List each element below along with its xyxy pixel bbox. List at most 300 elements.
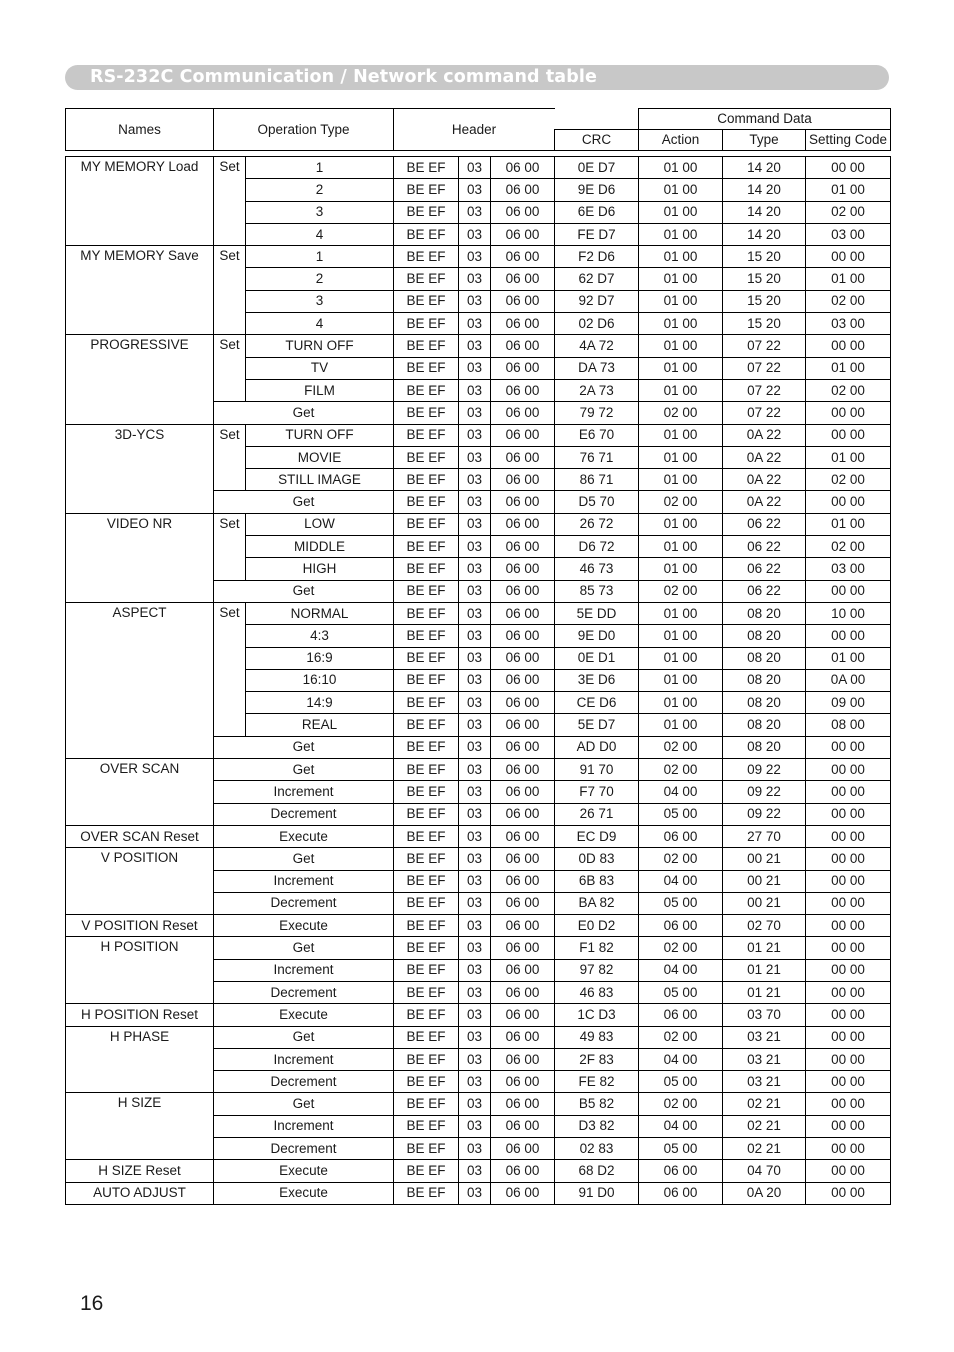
setting-code-cell: 00 00	[806, 803, 891, 825]
table-row	[66, 246, 891, 268]
header-byte-cell: 03	[459, 759, 491, 781]
header-byte-cell: 06 00	[491, 446, 555, 468]
header-byte-cell: 06 00	[491, 602, 555, 624]
action-cell: 02 00	[639, 848, 723, 870]
table-row	[66, 157, 891, 179]
setting-code-cell: 00 00	[806, 825, 891, 847]
setting-code-cell: 08 00	[806, 714, 891, 736]
crc-cell: 49 83	[555, 1026, 639, 1048]
table-row	[66, 602, 891, 624]
operation-cell: 16:10	[246, 669, 394, 691]
table-row	[66, 1004, 891, 1026]
type-cell: 08 20	[723, 625, 806, 647]
action-cell: 01 00	[639, 268, 723, 290]
header-byte-cell: 06 00	[491, 1048, 555, 1070]
type-cell: 07 22	[723, 357, 806, 379]
crc-cell: 4A 72	[555, 335, 639, 357]
header-byte-cell: 06 00	[491, 714, 555, 736]
header-byte-cell: 06 00	[491, 469, 555, 491]
action-cell: 01 00	[639, 223, 723, 245]
crc-cell: 0D 83	[555, 848, 639, 870]
table-row	[66, 825, 891, 847]
operation-cell: Get	[214, 759, 394, 781]
crc-cell: 76 71	[555, 446, 639, 468]
setting-code-cell: 00 00	[806, 1093, 891, 1115]
header-byte-cell: 06 00	[491, 379, 555, 401]
crc-cell: 2F 83	[555, 1048, 639, 1070]
operation-cell: 4	[246, 223, 394, 245]
header-byte-cell: BE EF	[394, 268, 459, 290]
setting-code-cell: 00 00	[806, 1138, 891, 1160]
crc-cell: 97 82	[555, 959, 639, 981]
header-byte-cell: 03	[459, 446, 491, 468]
crc-cell: 92 D7	[555, 290, 639, 312]
crc-cell: CE D6	[555, 692, 639, 714]
row-name: 3D-YCS	[66, 424, 214, 513]
header-byte-cell: 06 00	[491, 491, 555, 513]
type-cell: 09 22	[723, 803, 806, 825]
operation-cell: Increment	[214, 870, 394, 892]
action-cell: 02 00	[639, 491, 723, 513]
set-label: Set	[214, 424, 246, 491]
header-byte-cell: 03	[459, 937, 491, 959]
header-byte-cell: 03	[459, 981, 491, 1003]
header-byte-cell: 03	[459, 692, 491, 714]
operation-cell: 4:3	[246, 625, 394, 647]
header-byte-cell: 03	[459, 1048, 491, 1070]
type-cell: 04 70	[723, 1160, 806, 1182]
operation-cell: FILM	[246, 379, 394, 401]
header-byte-cell: BE EF	[394, 736, 459, 758]
setting-code-cell: 01 00	[806, 357, 891, 379]
header-blank	[555, 109, 639, 130]
crc-cell: D5 70	[555, 491, 639, 513]
header-byte-cell: 06 00	[491, 580, 555, 602]
crc-cell: FE 82	[555, 1071, 639, 1093]
header-byte-cell: 03	[459, 669, 491, 691]
action-cell: 01 00	[639, 313, 723, 335]
action-cell: 01 00	[639, 669, 723, 691]
action-cell: 02 00	[639, 736, 723, 758]
header-byte-cell: BE EF	[394, 1093, 459, 1115]
type-cell: 02 21	[723, 1093, 806, 1115]
header-byte-cell: BE EF	[394, 1138, 459, 1160]
header-byte-cell: BE EF	[394, 313, 459, 335]
action-cell: 02 00	[639, 1026, 723, 1048]
table-row	[66, 335, 891, 357]
set-label: Set	[214, 513, 246, 580]
operation-cell: 2	[246, 268, 394, 290]
crc-cell: 9E D0	[555, 625, 639, 647]
action-cell: 05 00	[639, 803, 723, 825]
setting-code-cell: 00 00	[806, 1160, 891, 1182]
setting-code-cell: 00 00	[806, 1115, 891, 1137]
header-byte-cell: BE EF	[394, 692, 459, 714]
operation-cell: Execute	[214, 1182, 394, 1204]
header-byte-cell: BE EF	[394, 1004, 459, 1026]
header-byte-cell: 06 00	[491, 937, 555, 959]
header-byte-cell: 03	[459, 1004, 491, 1026]
operation-cell: REAL	[246, 714, 394, 736]
action-cell: 01 00	[639, 469, 723, 491]
action-cell: 05 00	[639, 981, 723, 1003]
row-name: ASPECT	[66, 602, 214, 758]
action-cell: 02 00	[639, 759, 723, 781]
header-byte-cell: 03	[459, 335, 491, 357]
crc-cell: 91 D0	[555, 1182, 639, 1204]
header-byte-cell: 03	[459, 513, 491, 535]
type-cell: 09 22	[723, 759, 806, 781]
header-byte-cell: 06 00	[491, 669, 555, 691]
header-byte-cell: BE EF	[394, 625, 459, 647]
header-byte-cell: 03	[459, 848, 491, 870]
row-name: OVER SCAN	[66, 759, 214, 826]
crc-cell: DA 73	[555, 357, 639, 379]
operation-cell: Get	[214, 848, 394, 870]
header-byte-cell: 06 00	[491, 1026, 555, 1048]
type-cell: 0A 22	[723, 469, 806, 491]
action-cell: 01 00	[639, 201, 723, 223]
header-byte-cell: 06 00	[491, 1004, 555, 1026]
crc-cell: E0 D2	[555, 915, 639, 937]
header-byte-cell: BE EF	[394, 848, 459, 870]
operation-cell: Decrement	[214, 1138, 394, 1160]
set-label: Set	[214, 246, 246, 335]
type-cell: 15 20	[723, 246, 806, 268]
header-byte-cell: 06 00	[491, 892, 555, 914]
setting-code-cell: 00 00	[806, 981, 891, 1003]
operation-cell: Decrement	[214, 981, 394, 1003]
table-row	[66, 759, 891, 781]
header-byte-cell: 06 00	[491, 870, 555, 892]
type-cell: 0A 22	[723, 446, 806, 468]
type-cell: 00 21	[723, 892, 806, 914]
type-cell: 02 21	[723, 1138, 806, 1160]
header-byte-cell: BE EF	[394, 981, 459, 1003]
header-crc: CRC	[555, 130, 639, 151]
header-byte-cell: BE EF	[394, 335, 459, 357]
header-byte-cell: 06 00	[491, 558, 555, 580]
header-byte-cell: BE EF	[394, 246, 459, 268]
type-cell: 03 21	[723, 1071, 806, 1093]
header-byte-cell: 06 00	[491, 825, 555, 847]
header-byte-cell: 03	[459, 870, 491, 892]
action-cell: 01 00	[639, 290, 723, 312]
type-cell: 15 20	[723, 290, 806, 312]
header-byte-cell: 03	[459, 246, 491, 268]
setting-code-cell: 03 00	[806, 558, 891, 580]
header-byte-cell: 03	[459, 268, 491, 290]
setting-code-cell: 00 00	[806, 157, 891, 179]
setting-code-cell: 00 00	[806, 424, 891, 446]
header-byte-cell: BE EF	[394, 1182, 459, 1204]
setting-code-cell: 00 00	[806, 491, 891, 513]
setting-code-cell: 01 00	[806, 647, 891, 669]
operation-cell: HIGH	[246, 558, 394, 580]
header-byte-cell: 06 00	[491, 981, 555, 1003]
operation-cell: Increment	[214, 1048, 394, 1070]
type-cell: 08 20	[723, 736, 806, 758]
setting-code-cell: 00 00	[806, 1048, 891, 1070]
setting-code-cell: 10 00	[806, 602, 891, 624]
crc-cell: 5E DD	[555, 602, 639, 624]
crc-cell: 02 D6	[555, 313, 639, 335]
crc-cell: D3 82	[555, 1115, 639, 1137]
header-byte-cell: BE EF	[394, 536, 459, 558]
header-byte-cell: 06 00	[491, 692, 555, 714]
header-byte-cell: BE EF	[394, 1026, 459, 1048]
header-byte-cell: BE EF	[394, 892, 459, 914]
command-table	[65, 108, 891, 1205]
type-cell: 01 21	[723, 959, 806, 981]
setting-code-cell: 00 00	[806, 1071, 891, 1093]
header-byte-cell: 06 00	[491, 1160, 555, 1182]
setting-code-cell: 01 00	[806, 513, 891, 535]
crc-cell: EC D9	[555, 825, 639, 847]
type-cell: 06 22	[723, 536, 806, 558]
header-byte-cell: 03	[459, 536, 491, 558]
header-byte-cell: BE EF	[394, 179, 459, 201]
operation-cell: Execute	[214, 825, 394, 847]
operation-cell: LOW	[246, 513, 394, 535]
table-row	[66, 424, 891, 446]
header-byte-cell: 06 00	[491, 959, 555, 981]
action-cell: 06 00	[639, 915, 723, 937]
header-byte-cell: 03	[459, 1138, 491, 1160]
header-byte-cell: BE EF	[394, 825, 459, 847]
section-title-bar	[65, 65, 889, 90]
action-cell: 01 00	[639, 157, 723, 179]
header-byte-cell: BE EF	[394, 1048, 459, 1070]
setting-code-cell: 00 00	[806, 892, 891, 914]
set-label: Set	[214, 157, 246, 246]
action-cell: 04 00	[639, 781, 723, 803]
header-byte-cell: 03	[459, 313, 491, 335]
table-row	[66, 513, 891, 535]
setting-code-cell: 01 00	[806, 179, 891, 201]
header-byte-cell: 06 00	[491, 313, 555, 335]
type-cell: 14 20	[723, 179, 806, 201]
action-cell: 05 00	[639, 892, 723, 914]
table-header-row	[66, 109, 891, 130]
setting-code-cell: 00 00	[806, 915, 891, 937]
operation-cell: MOVIE	[246, 446, 394, 468]
header-byte-cell: BE EF	[394, 580, 459, 602]
header-byte-cell: 03	[459, 223, 491, 245]
action-cell: 01 00	[639, 424, 723, 446]
setting-code-cell: 00 00	[806, 736, 891, 758]
type-cell: 14 20	[723, 223, 806, 245]
type-cell: 15 20	[723, 268, 806, 290]
header-byte-cell: 06 00	[491, 536, 555, 558]
type-cell: 08 20	[723, 692, 806, 714]
header-byte-cell: BE EF	[394, 759, 459, 781]
operation-cell: STILL IMAGE	[246, 469, 394, 491]
table-row	[66, 915, 891, 937]
setting-code-cell: 00 00	[806, 1182, 891, 1204]
crc-cell: 0E D7	[555, 157, 639, 179]
command-table-body	[66, 157, 891, 1205]
header-byte-cell: 06 00	[491, 781, 555, 803]
table-row	[66, 1093, 891, 1115]
header-byte-cell: 03	[459, 469, 491, 491]
header-byte-cell: 03	[459, 402, 491, 424]
header-byte-cell: 03	[459, 558, 491, 580]
type-cell: 09 22	[723, 781, 806, 803]
setting-code-cell: 02 00	[806, 536, 891, 558]
header-byte-cell: 06 00	[491, 915, 555, 937]
row-name: H SIZE	[66, 1093, 214, 1160]
header-byte-cell: 03	[459, 290, 491, 312]
header-byte-cell: BE EF	[394, 1160, 459, 1182]
set-label: Set	[214, 335, 246, 402]
header-byte-cell: 03	[459, 625, 491, 647]
action-cell: 06 00	[639, 1160, 723, 1182]
row-name: AUTO ADJUST	[66, 1182, 214, 1204]
setting-code-cell: 00 00	[806, 402, 891, 424]
action-cell: 01 00	[639, 513, 723, 535]
type-cell: 07 22	[723, 402, 806, 424]
header-byte-cell: 03	[459, 580, 491, 602]
header-byte-cell: 03	[459, 803, 491, 825]
action-cell: 02 00	[639, 1093, 723, 1115]
header-byte-cell: BE EF	[394, 402, 459, 424]
type-cell: 08 20	[723, 669, 806, 691]
crc-cell: 91 70	[555, 759, 639, 781]
type-cell: 0A 22	[723, 424, 806, 446]
operation-cell: NORMAL	[246, 602, 394, 624]
operation-cell: Get	[214, 736, 394, 758]
header-byte-cell: 06 00	[491, 1182, 555, 1204]
operation-cell: Decrement	[214, 803, 394, 825]
header-setting-code: Setting Code	[806, 130, 891, 151]
setting-code-cell: 02 00	[806, 290, 891, 312]
crc-cell: 9E D6	[555, 179, 639, 201]
header-byte-cell: 06 00	[491, 335, 555, 357]
setting-code-cell: 03 00	[806, 223, 891, 245]
header-byte-cell: 03	[459, 1115, 491, 1137]
operation-cell: Decrement	[214, 892, 394, 914]
crc-cell: 86 71	[555, 469, 639, 491]
header-byte-cell: 03	[459, 379, 491, 401]
header-byte-cell: 06 00	[491, 268, 555, 290]
operation-cell: Increment	[214, 959, 394, 981]
header-byte-cell: BE EF	[394, 937, 459, 959]
action-cell: 02 00	[639, 402, 723, 424]
header-byte-cell: BE EF	[394, 513, 459, 535]
action-cell: 01 00	[639, 625, 723, 647]
header-operation-type: Operation Type	[214, 109, 394, 151]
header-type: Type	[723, 130, 806, 151]
operation-cell: Get	[214, 1093, 394, 1115]
operation-cell: Get	[214, 402, 394, 424]
operation-cell: 2	[246, 179, 394, 201]
setting-code-cell: 00 00	[806, 870, 891, 892]
type-cell: 06 22	[723, 513, 806, 535]
operation-cell: TURN OFF	[246, 335, 394, 357]
action-cell: 01 00	[639, 179, 723, 201]
table-row	[66, 937, 891, 959]
operation-cell: MIDDLE	[246, 536, 394, 558]
row-name: PROGRESSIVE	[66, 335, 214, 424]
operation-cell: 4	[246, 313, 394, 335]
operation-cell: 1	[246, 157, 394, 179]
crc-cell: D6 72	[555, 536, 639, 558]
action-cell: 01 00	[639, 357, 723, 379]
page-number: 16	[80, 1292, 104, 1315]
setting-code-cell: 02 00	[806, 201, 891, 223]
header-byte-cell: 03	[459, 602, 491, 624]
action-cell: 01 00	[639, 647, 723, 669]
crc-cell: E6 70	[555, 424, 639, 446]
header-byte-cell: 03	[459, 915, 491, 937]
set-label: Set	[214, 602, 246, 736]
crc-cell: 62 D7	[555, 268, 639, 290]
crc-cell: FE D7	[555, 223, 639, 245]
type-cell: 08 20	[723, 714, 806, 736]
header-byte-cell: BE EF	[394, 803, 459, 825]
setting-code-cell: 00 00	[806, 848, 891, 870]
type-cell: 08 20	[723, 647, 806, 669]
crc-cell: 5E D7	[555, 714, 639, 736]
action-cell: 06 00	[639, 825, 723, 847]
crc-cell: AD D0	[555, 736, 639, 758]
action-cell: 06 00	[639, 1004, 723, 1026]
header-byte-cell: BE EF	[394, 379, 459, 401]
crc-cell: 68 D2	[555, 1160, 639, 1182]
setting-code-cell: 00 00	[806, 937, 891, 959]
row-name: H PHASE	[66, 1026, 214, 1093]
header-byte-cell: BE EF	[394, 915, 459, 937]
setting-code-cell: 01 00	[806, 268, 891, 290]
operation-cell: Execute	[214, 1004, 394, 1026]
setting-code-cell: 00 00	[806, 781, 891, 803]
operation-cell: 16:9	[246, 647, 394, 669]
operation-cell: Get	[214, 491, 394, 513]
header-byte-cell: BE EF	[394, 959, 459, 981]
header-byte-cell: 03	[459, 201, 491, 223]
type-cell: 03 21	[723, 1048, 806, 1070]
operation-cell: Decrement	[214, 1071, 394, 1093]
header-byte-cell: 06 00	[491, 357, 555, 379]
header-byte-cell: 03	[459, 424, 491, 446]
header-byte-cell: 06 00	[491, 179, 555, 201]
header-byte-cell: BE EF	[394, 669, 459, 691]
type-cell: 00 21	[723, 870, 806, 892]
header-byte-cell: 06 00	[491, 848, 555, 870]
header-byte-cell: 06 00	[491, 223, 555, 245]
action-cell: 04 00	[639, 1115, 723, 1137]
action-cell: 04 00	[639, 959, 723, 981]
header-byte-cell: 03	[459, 1071, 491, 1093]
header-byte-cell: 03	[459, 357, 491, 379]
type-cell: 0A 22	[723, 491, 806, 513]
header-byte-cell: BE EF	[394, 602, 459, 624]
header-byte-cell: BE EF	[394, 290, 459, 312]
crc-cell: F7 70	[555, 781, 639, 803]
type-cell: 14 20	[723, 201, 806, 223]
header-names: Names	[66, 109, 214, 151]
crc-cell: 6B 83	[555, 870, 639, 892]
action-cell: 01 00	[639, 246, 723, 268]
header-byte-cell: 03	[459, 1160, 491, 1182]
crc-cell: 46 83	[555, 981, 639, 1003]
crc-cell: BA 82	[555, 892, 639, 914]
type-cell: 00 21	[723, 848, 806, 870]
crc-cell: 02 83	[555, 1138, 639, 1160]
operation-cell: Get	[214, 937, 394, 959]
header-byte-cell: 06 00	[491, 246, 555, 268]
